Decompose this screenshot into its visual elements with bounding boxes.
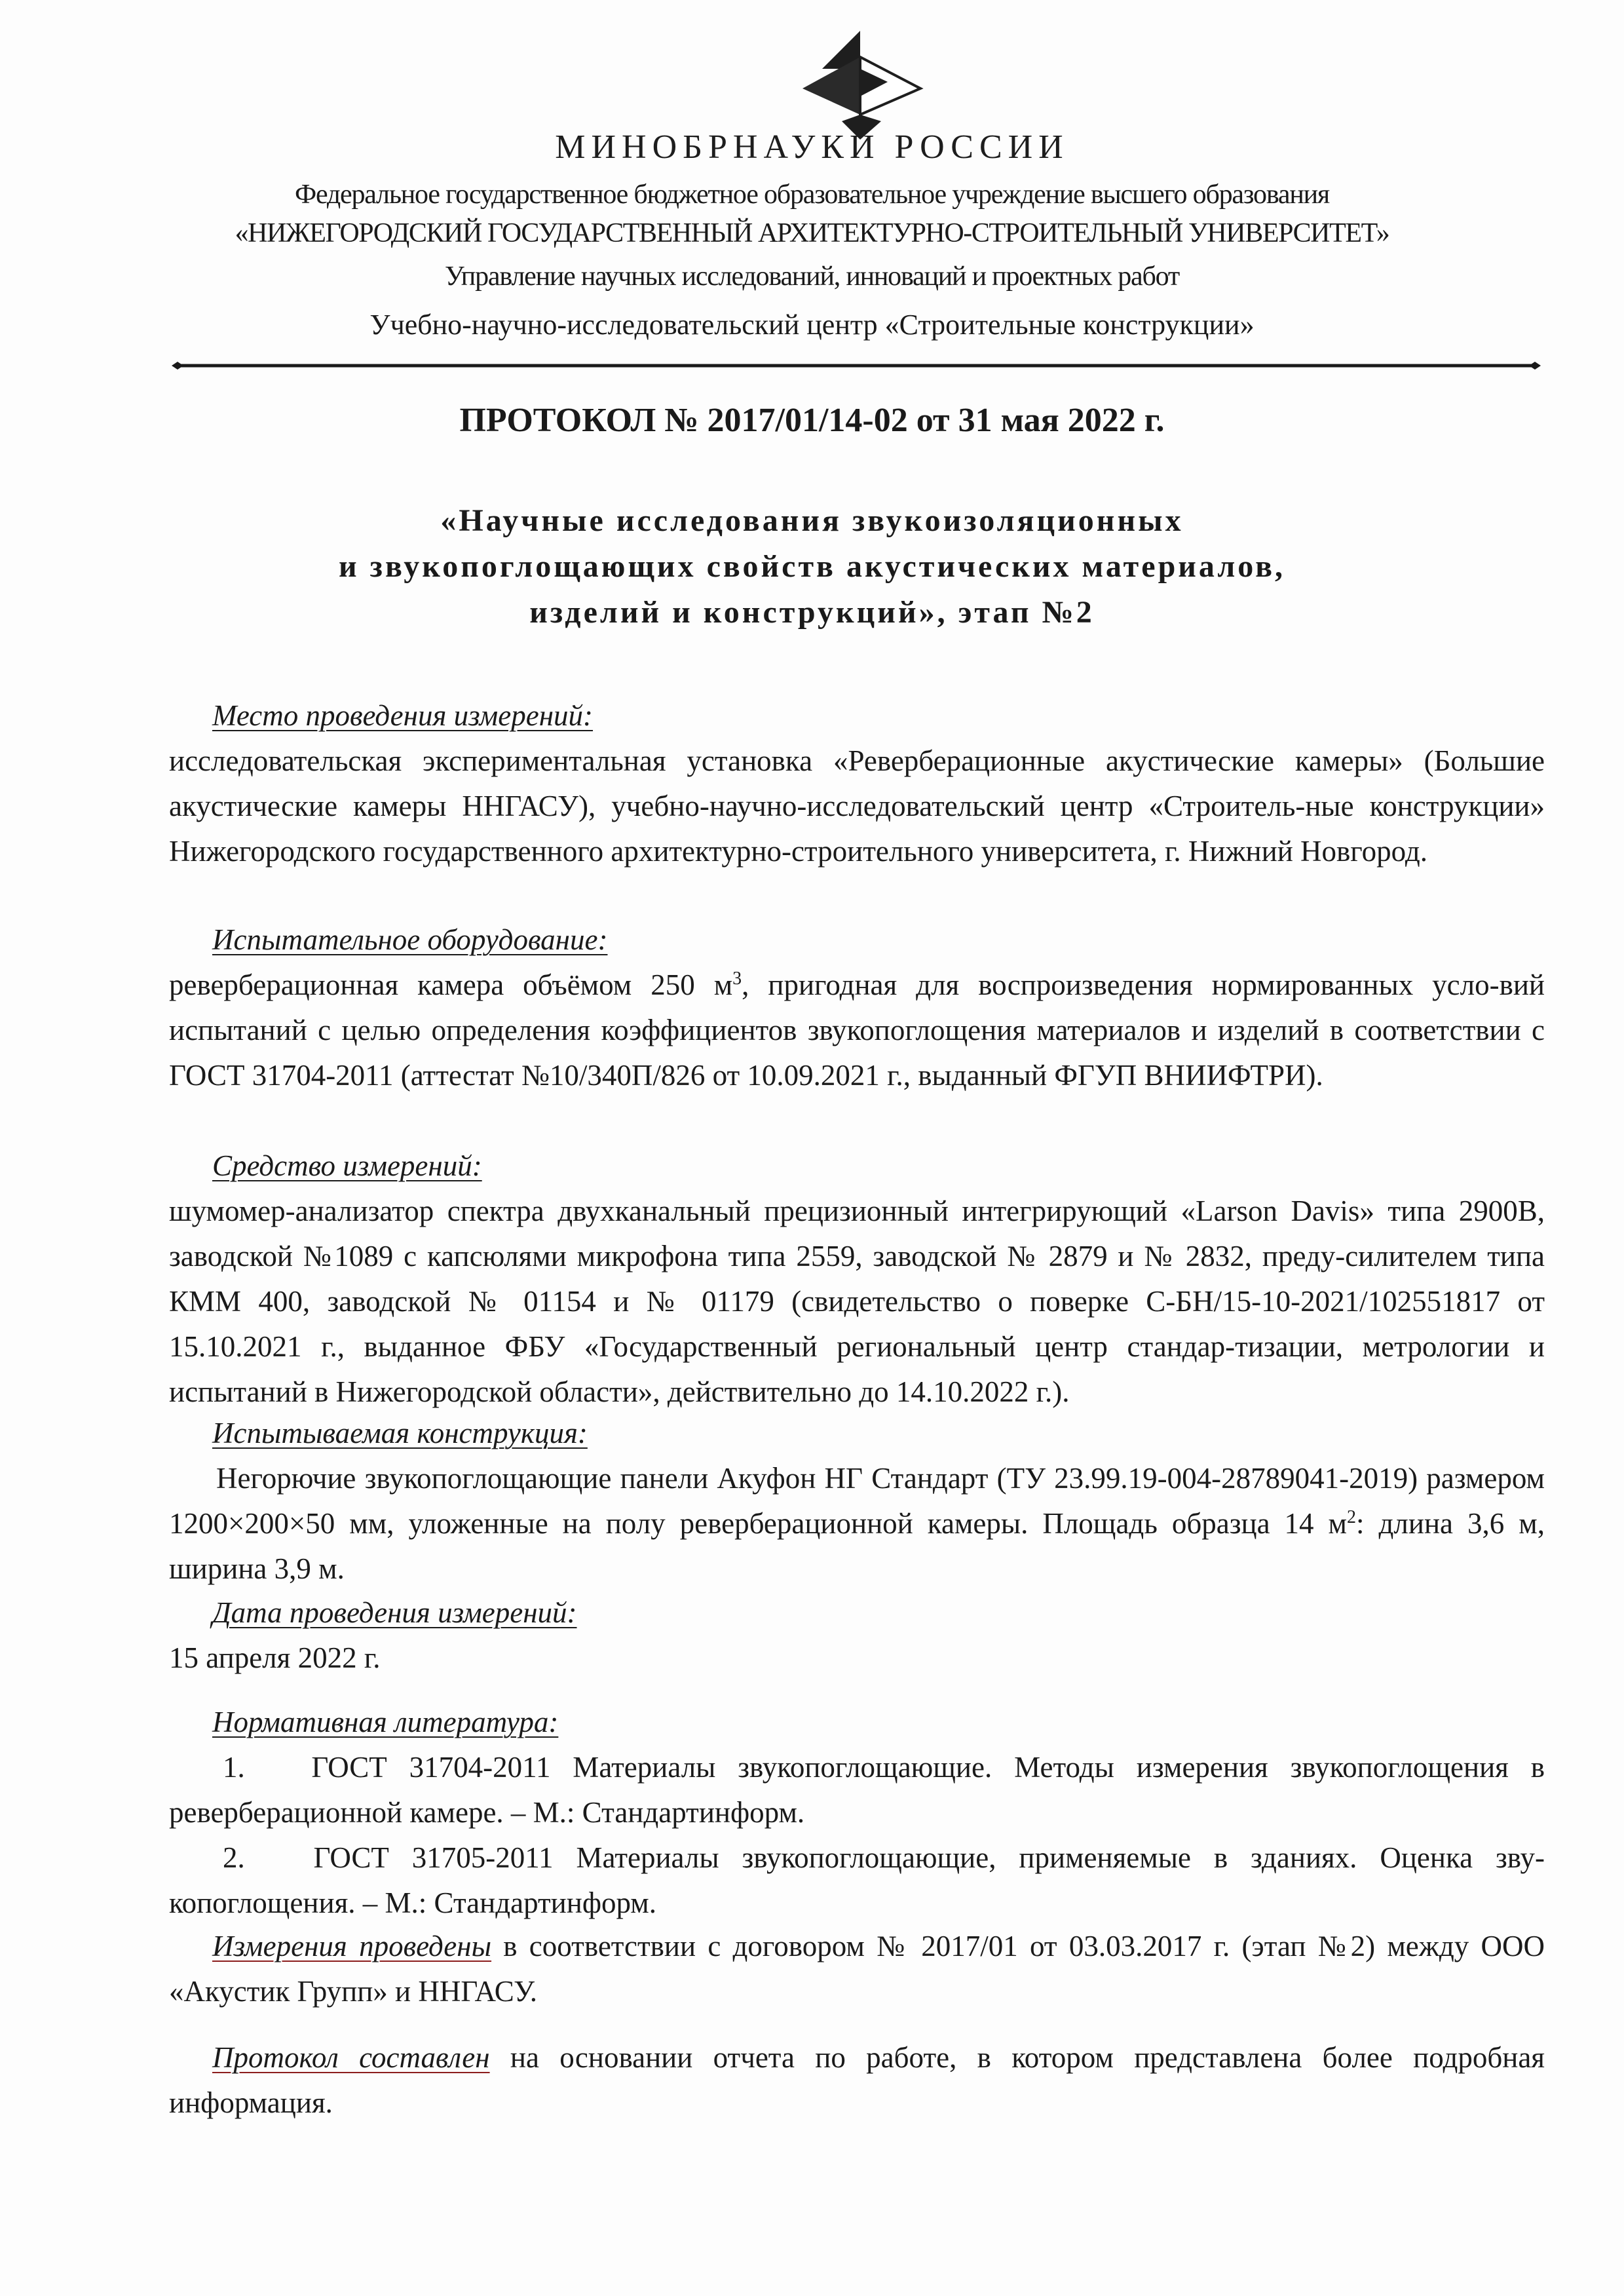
subtitle-line: «Научные исследования звукоизоляционных [440, 503, 1184, 538]
item-text: ГОСТ 31705-2011 Материалы звукопоглощающие, применяемые в зданиях. Оценка зву-копоглощения. – М.: Стандартинформ. [169, 1841, 1545, 1919]
section-heading: Средство измерений: [212, 1149, 482, 1182]
section-heading: Нормативная литература: [212, 1706, 559, 1738]
section-text: исследовательская экспериментальная установка «Реверберационные акустические камеры» (Большие акустические камеры ННГАСУ), учебно-научно-исследовательский центр «Строитель-ные конструкции» Нижегородского государственного архитектурно-строительного университета, г. Нижний Новгород. [169, 744, 1545, 868]
text-fragment: реверберационная камера объёмом 250 м [169, 968, 733, 1001]
section-protocol-made [169, 2035, 1545, 2126]
section-test-object [169, 1411, 1545, 1592]
section-place [169, 693, 1545, 874]
section-equipment [169, 917, 1545, 1098]
lead-phrase: Измерения проведены [212, 1930, 492, 1962]
header-divider [172, 359, 1541, 372]
text-fragment: Негорючие звукопоглощающие панели Акуфон НГ Стандарт (ТУ 23.99.19-004-28789041-2019) размером 1200×200×50 мм, уложенные на полу реверберационной камеры. Площадь образца 14 м [169, 1462, 1545, 1540]
section-text [169, 2035, 1545, 2126]
item-text: ГОСТ 31704-2011 Материалы звукопоглощающие. Методы измерения звукопоглощения в реверберационной камере. – М.: Стандартинформ. [169, 1751, 1545, 1829]
section-text [169, 963, 1545, 1098]
literature-item [169, 1835, 1545, 1926]
text-fragment: на основании отчета по работе, в котором представлена более подробная информация. [169, 2041, 1545, 2119]
section-measuring-means [169, 1143, 1545, 1415]
text-fragment: : длина 3,6 м, ширина 3,9 м. [169, 1507, 1545, 1585]
protocol-subtitle [0, 498, 1624, 636]
institution-type: Федеральное государственное бюджетное образовательное учреждение высшего образования [294, 180, 1330, 210]
text-fragment: в соответствии с договором № 2017/01 от 03.03.2017 г. (этап №2) между ООО «Акустик Групп» и ННГАСУ. [169, 1930, 1545, 2008]
section-text: шумомер-анализатор спектра двухканальный прецизионный интегрирующий «Larson Davis» типа 2900B, заводской №1089 с капсюлями микрофона типа 2559, заводской № 2879 и № 2832, преду-силителем типа КММ 400, заводской № 01154 и № 01179 (свидетельство о поверке С-БН/15-10-2021/102551817 от 15.10.2021 г., выданное ФБУ «Государственный региональный центр стандар-тизации, метрологии и испытаний в Нижегородской области», действительно до 14.10.2022 г.). [169, 1195, 1545, 1408]
ministry-title: МИНОБРНАУКИ РОССИИ [555, 128, 1069, 166]
section-heading: Место проведения измерений: [212, 699, 594, 732]
department-name: Управление научных исследований, инноваций и проектных работ [444, 261, 1180, 292]
superscript: 2 [1347, 1507, 1357, 1527]
section-heading: Дата проведения измерений: [212, 1596, 577, 1629]
literature-item [169, 1745, 1545, 1835]
protocol-title: ПРОТОКОЛ № 2017/01/14-02 от 31 мая 2022 г. [459, 402, 1165, 439]
university-name: «НИЖЕГОРОДСКИЙ ГОСУДАРСТВЕННЫЙ АРХИТЕКТУРНО-СТРОИТЕЛЬНЫЙ УНИВЕРСИТЕТ» [235, 218, 1389, 248]
center-name: Учебно-научно-исследовательский центр «Строительные конструкции» [369, 309, 1255, 341]
section-text [169, 1924, 1545, 2014]
lead-phrase: Протокол составлен [212, 2041, 490, 2074]
section-date [169, 1590, 1545, 1681]
section-heading: Испытываемая конструкция: [212, 1417, 588, 1449]
subtitle-line: изделий и конструкций», этап №2 [529, 595, 1095, 630]
section-text [169, 1456, 1545, 1592]
item-number: 2. [223, 1841, 245, 1874]
subtitle-line: и звукопоглощающих свойств акустических материалов, [339, 549, 1285, 584]
item-number: 1. [223, 1751, 245, 1784]
text-fragment: , пригодная для воспроизведения нормированных усло-вий испытаний с целью определения коэффициентов звукопоглощения материалов и изделий в соответствии с ГОСТ 31704-2011 (аттестат №10/340П/826 от 10.09.2021 г., выданный ФГУП ВНИИФТРИ). [169, 968, 1545, 1092]
section-heading: Испытательное оборудование: [212, 923, 608, 956]
section-literature [169, 1700, 1545, 1926]
section-text: 15 апреля 2022 г. [169, 1641, 381, 1674]
superscript: 3 [732, 968, 742, 989]
section-measurements-done [169, 1924, 1545, 2014]
university-logo-icon [783, 23, 934, 141]
